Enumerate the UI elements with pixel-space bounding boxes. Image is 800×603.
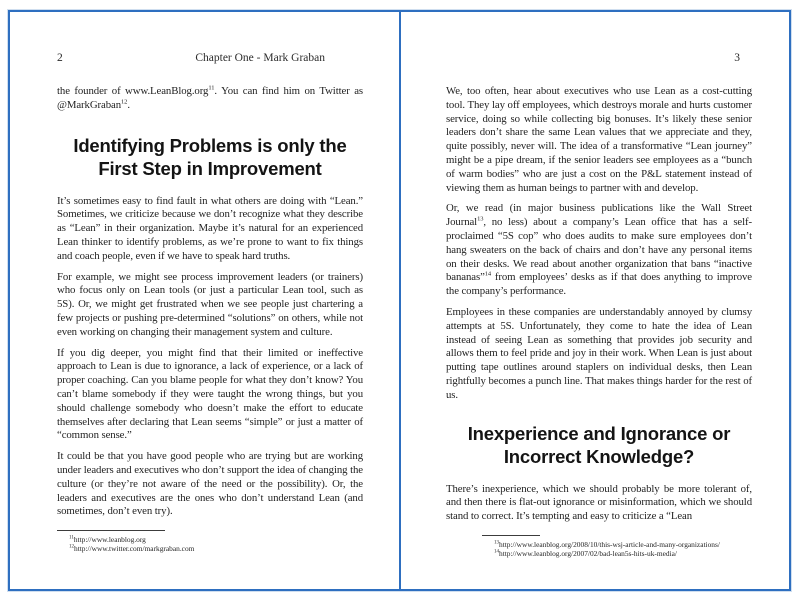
footnote-text: http://www.leanblog.org — [73, 535, 146, 545]
running-head-left — [57, 52, 363, 65]
paragraph: It’s sometimes easy to find fault in what others are doing with “Lean.” Sometimes, we criticize because we don’t recognize what they describe as “Lean” in their organization. Maybe it’s natural for an experienced Lean thinker to identify problems, as we’re prone to want to fix things and coach people, even if we have to speak hard truths. — [57, 194, 363, 262]
footnote-text: http://www.twitter.com/markgraban.com — [74, 544, 195, 554]
footnote-number: 13 — [494, 540, 499, 546]
paragraph: We, too often, hear about executives who use Lean as a cost-cutting tool. They lay off employees, which destroys morale and hurts customer service, doing so while collecting big bonuses. It’s likely these senior leaders don’t share the same Lean values that we appreciate and they, quite possibly, never will. The idea of a transformative “Lean journey” might be a pipe dream, if the senior leaders see employees as a “bunch of warm bodies” who are just a cost on the P&L statement instead of viewing them as human beings to partner with and develop. — [446, 85, 752, 194]
footnote-number: 14 — [494, 549, 499, 555]
section-heading-right: Inexperience and Ignorance or Incorrect Knowledge? — [467, 422, 731, 467]
paragraph: Employees in these companies are understandably annoyed by clumsy attempts at 5S. Unfortunately, they come to hate the idea of Lean instead of seeing Lean as something that provides job security and allows them to feel pride and joy in their work. When Lean is just about putting tape outlines around staplers on individual desks, then Lean rightfully becomes a punch line. That makes things harder for the rest of us. — [446, 305, 752, 401]
footnotes-right — [482, 535, 752, 558]
page-number-left: 2 — [57, 52, 63, 64]
chapter-title: Chapter One - Mark Graban — [195, 52, 325, 64]
paragraph: If you dig deeper, you might find that their limited or ineffective approach to Lean is due to ignorance, a lack of experience, or a lack of proper coaching. Can you blame people for what they don’t know? You can’t blame somebody if they were taught the wrong things, but you should challenge somebody who doesn’t make the effort to educate themselves after declaring that Lean seems “simple” or just a matter of “common sense.” — [57, 346, 363, 442]
footnotes-left — [57, 530, 363, 553]
footnote-number: 11 — [69, 535, 74, 541]
book-spread — [8, 10, 791, 591]
paragraph: Or, we read (in major business publications like the Wall Street Journal$^{13}$, no less) about a company’s Lean office that has a self-proclaimed “5S cop” who does audits to make sure employees don’t hang sweaters on the back of chairs and don’t have any personal items on their desks. We read about another organization that bans “inactive bananas”$^{14}$ from employees’ desks as if that does anything to improve the company’s performance. — [446, 202, 752, 298]
footnote-item — [57, 535, 363, 544]
footnote-text: http://www.leanblog.org/2007/02/bad-lean5s-hits-uk-media/ — [499, 549, 677, 559]
running-head-right — [446, 52, 752, 65]
footnote-rule — [482, 535, 540, 536]
paragraph: It could be that you have good people who are trying but are working under leaders and executives who don’t support the idea of changing the culture (or they’re not aware of the need or the possibility). Or, the leaders and executives are the ones who don’t understand Lean (and sometimes, don’t even try). — [57, 450, 363, 518]
footnote-rule — [57, 530, 165, 531]
paragraph: There’s inexperience, which we should probably be more tolerant of, and then there is flat-out ignorance or misinformation, which we should stand to correct. It’s tempting and easy to criticize a “Lean — [446, 482, 752, 523]
footnote-item — [482, 549, 752, 558]
page-left — [10, 12, 401, 589]
footnote-number: 12 — [69, 544, 74, 550]
page-right — [401, 12, 789, 589]
paragraph: the founder of www.LeanBlog.org$^{11}$. You can find him on Twitter as @MarkGraban$^{12}$. — [57, 84, 363, 111]
footnote-text: http://www.leanblog.org/2008/10/this-wsj-article-and-many-organizations/ — [499, 539, 720, 549]
section-heading-left: Identifying Problems is only the First Step in Improvement — [73, 134, 347, 179]
footnote-item — [57, 544, 363, 553]
paragraph: For example, we might see process improvement leaders (or trainers) who focus only on Lean tools (or just a particular Lean tool, such as 5S). Or, we might get frustrated when we see people just chartering a few projects or pushing pre-determined “solutions” on others, while not even working on changing their management system and culture. — [57, 270, 363, 338]
footnote-item — [482, 540, 752, 549]
page-number-right: 3 — [734, 52, 740, 64]
